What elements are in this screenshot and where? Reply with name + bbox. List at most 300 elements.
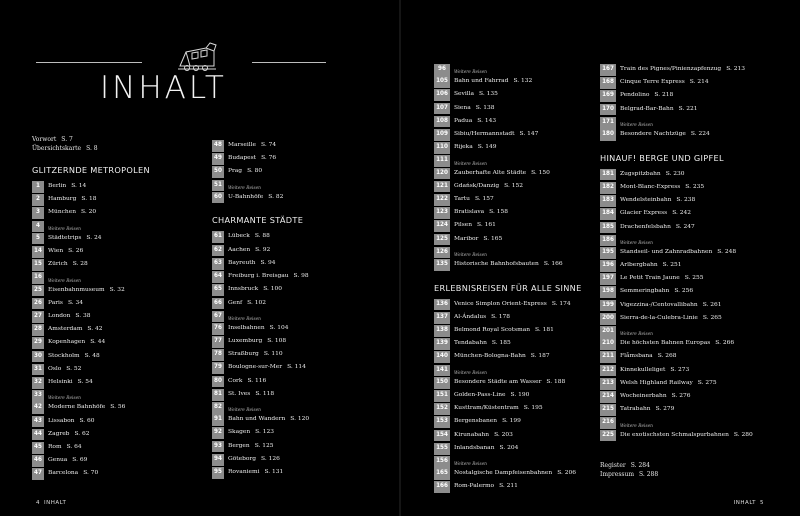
entry-number: 64 [212,271,224,283]
toc-entry[interactable] [434,325,599,337]
entry-text [450,89,498,101]
toc-entry[interactable] [600,313,790,325]
entry-page: S. 165 [483,235,503,242]
entry-text [450,194,494,206]
entry-title: Welsh Highland Railway [620,379,693,386]
toc-entry[interactable] [212,441,392,453]
entry-text [616,235,736,259]
toc-entry[interactable] [600,404,790,416]
entry-tag: Weitere Reisen [48,396,81,402]
entry-text [616,404,674,416]
entry-number-badge [600,300,616,312]
entry-title: Bahn und Fahrrad [454,78,509,85]
toc-entry[interactable] [32,144,202,153]
entry-number-badge [212,441,224,453]
entry-page: S. 185 [491,340,511,347]
toc-entry[interactable] [434,116,599,128]
toc-entry[interactable] [434,481,599,493]
toc-entry[interactable] [32,455,202,467]
entry-label [228,349,283,361]
toc-entry[interactable] [600,235,790,259]
entry-number: 182 [600,182,616,194]
toc-entry[interactable] [32,390,202,414]
entry-page: S. 247 [675,223,695,230]
entry-label [454,181,523,193]
entry-number: 96 [434,64,450,76]
entry-label [228,166,262,178]
toc-entry[interactable] [434,234,599,246]
entry-text [44,298,83,310]
entry-page: S. 149 [477,144,497,151]
toc-entry[interactable] [32,221,202,245]
entry-text [224,245,270,257]
entry-text [44,272,125,296]
toc-entry[interactable] [32,246,202,258]
entry-page: S. 126 [261,455,280,462]
entry-title: Bergensbanen [454,418,498,425]
entry-page: S. 187 [530,353,550,360]
toc-entry[interactable] [600,351,790,363]
entry-number-badge [32,311,44,323]
toc-entry[interactable] [32,207,202,219]
entry-label [454,325,554,337]
entry-text [616,169,685,181]
entry-number-badge [434,351,450,363]
toc-entry[interactable] [600,90,790,102]
toc-entry[interactable] [32,259,202,271]
entry-page: S. 116 [247,377,267,384]
entry-page: S. 218 [654,92,674,99]
toc-entry[interactable] [32,429,202,441]
entry-number-badge [600,222,616,234]
entry-number: 122 [434,194,450,206]
toc-entry[interactable] [600,260,790,272]
entry-label [620,260,682,272]
entry-page: S. 14 [71,183,87,189]
entry-text [44,181,86,193]
entry-title: Padua [454,117,473,124]
entry-label [48,298,83,310]
entry-number-badge [32,324,44,336]
toc-entry[interactable] [600,182,790,194]
toc-entry[interactable] [212,284,392,296]
entry-page: S. 76 [261,155,277,162]
entry-text [224,402,309,426]
entry-number-badge [434,325,450,337]
entry-page: S. 24 [86,234,102,241]
entry-label [620,208,691,220]
entry-number: 121 [434,181,450,193]
entry-number-badge [32,337,44,349]
entry-number: 29 [32,337,44,349]
entry-page: S. 213 [726,66,746,72]
entry-text [224,349,283,361]
toc-entry[interactable] [600,461,790,470]
entry-text [44,468,98,480]
toc-entry[interactable] [434,142,599,154]
entry-number-badge [600,169,616,181]
entry-number-badge [212,153,224,165]
entry-page: S. 276 [671,393,691,400]
toc-entry[interactable] [434,456,599,480]
entry-number-badge [434,207,450,219]
entry-title: Wendelsteinbahn [620,197,672,204]
entry-number: 198 [600,286,616,298]
entry-label [48,429,90,441]
toc-entry[interactable] [212,153,392,165]
entry-label [228,376,266,388]
toc-entry[interactable] [212,362,392,374]
entry-label [228,298,266,310]
toc-entry[interactable] [434,103,599,115]
entry-number-badge [212,140,224,152]
toc-entry[interactable] [600,117,790,141]
toc-entry[interactable] [434,338,599,350]
entry-number-badge [32,298,44,310]
toc-entry[interactable] [434,181,599,193]
entry-title: Budapest [228,155,257,162]
entry-title: Lissabon [48,417,75,424]
toc-entry[interactable] [32,364,202,376]
entry-number: 154 [434,430,450,442]
toc-entry[interactable] [212,271,392,283]
entry-number: 51 [212,180,224,192]
entry-page: S. 178 [491,313,510,320]
toc-column-3 [434,64,599,495]
toc-entry[interactable] [434,155,599,179]
entry-text [616,64,745,76]
toc-entry[interactable] [212,258,392,270]
entry-page: S. 268 [657,353,677,360]
entry-label [620,182,704,194]
toc-entry[interactable] [600,104,790,116]
entry-number-badge [600,378,616,390]
entry-page: S. 188 [546,378,566,385]
entry-title: Belgrad-Bar-Bahn [620,105,674,112]
entry-number: 67 [212,311,224,323]
entry-label [48,324,102,336]
entry-number-badge [32,442,44,454]
entry-text [616,260,682,272]
toc-column-4 [600,64,790,479]
entry-text [224,389,274,401]
toc-entry[interactable] [600,417,790,441]
section-heading: CHARMANTE STÄDTE [212,215,304,226]
entry-text [224,153,276,165]
entry-number-badge [600,313,616,325]
toc-entry[interactable] [600,300,790,312]
entry-title: Wocheinerbahn [620,393,667,400]
entry-title: Prag [228,168,243,175]
entry-number: 16 [32,272,44,284]
toc-entry[interactable] [600,169,790,181]
entry-text [616,77,709,89]
toc-entry[interactable] [600,391,790,403]
entry-title: Die exotischsten Schmalspurbahnen [620,431,729,438]
toc-entry[interactable] [600,470,790,479]
toc-entry[interactable] [212,427,392,439]
entry-number: 152 [434,403,450,415]
toc-entry[interactable] [212,298,392,310]
entry-page: S. 64 [66,443,82,450]
entry-page: S. 102 [247,299,266,306]
folio-left [32,500,66,506]
entry-number: 79 [212,362,224,374]
entry-title: Hamburg [48,196,77,203]
toc-entry[interactable] [600,326,790,350]
entry-tag: Weitere Reisen [620,423,653,429]
entry-title: Cinque Terre Express [620,79,685,86]
entry-number: 48 [212,140,224,152]
entry-title: Sibiu/Hermannstadt [454,130,515,137]
entry-number: 138 [434,325,450,337]
entry-text [450,181,523,193]
entry-tag: Weitere Reisen [48,226,81,232]
toc-entry[interactable] [32,311,202,323]
entry-label [228,441,274,453]
entry-number: 199 [600,300,616,312]
entry-title: Kusttram/Küstentram [454,405,519,412]
entry-number: 43 [32,416,44,428]
entry-title: Aachen [228,246,251,253]
entry-number: 151 [434,390,450,402]
entry-text [616,326,734,350]
toc-entry[interactable] [600,378,790,390]
entry-label [620,90,673,102]
toc-entry[interactable] [32,181,202,193]
entry-label [620,77,709,89]
toc-entry[interactable] [32,194,202,206]
entry-title: Gdańsk/Danzig [454,182,500,189]
entry-title: Genf [228,299,243,306]
entry-text [224,427,274,439]
toc-entry[interactable] [434,220,599,232]
entry-number: 76 [212,323,224,335]
entry-text [450,430,513,442]
entry-page: S. 132 [513,78,533,85]
entry-page: S. 56 [110,404,126,411]
entry-number-badge [212,166,224,178]
entry-text [616,391,690,403]
entry-number: 42 [32,402,44,414]
entry-title: St. Ives [228,390,251,397]
toc-entry[interactable] [212,402,392,426]
toc-entry[interactable] [32,272,202,296]
entry-text [450,234,502,246]
entry-text [44,194,96,206]
entry-title: Lübeck [228,233,250,240]
entry-number: 91 [212,414,224,426]
entry-number-badge [434,312,450,324]
entry-number: 215 [600,404,616,416]
entry-page: S. 166 [543,260,563,267]
entry-page: S. 256 [674,288,694,295]
toc-entry[interactable] [600,286,790,298]
entry-title: Tatrabahn [620,406,651,413]
spacer [600,443,790,461]
toc-entry[interactable] [212,311,392,335]
page-number: 4 [36,500,40,506]
toc-entry[interactable] [32,135,202,144]
entry-number-badge [212,427,224,439]
toc-entry[interactable] [434,351,599,363]
entry-title: Kopenhagen [48,339,86,346]
entry-number-badge [212,389,224,401]
entry-label [454,220,496,232]
toc-entry[interactable] [32,337,202,349]
entry-page: S. 157 [474,195,494,202]
entry-title: Impressum [600,470,635,478]
toc-entry[interactable] [434,443,599,455]
entry-number-badge [212,180,224,204]
entry-number-badge [434,390,450,402]
toc-entry[interactable] [434,299,599,311]
entry-title: Kirunabahn [454,431,490,438]
entry-title: Bayreuth [228,259,256,266]
entry-number-badge [32,272,44,296]
entry-text [450,155,550,179]
entry-label [620,247,736,259]
entry-label [620,169,685,181]
entry-number: 62 [212,245,224,257]
entry-tag: Weitere Reisen [620,122,653,128]
entry-page: S. 230 [665,170,685,177]
toc-entry[interactable] [600,273,790,285]
entry-label [620,64,745,76]
entry-number-badge [32,207,44,219]
entry-number: 201 [600,326,616,338]
toc-entry[interactable] [434,430,599,442]
toc-entry[interactable] [600,208,790,220]
header-rule-left [36,62,142,63]
entry-title: Drachenfelsbahn [620,223,671,230]
toc-entry[interactable] [32,377,202,389]
entry-number: 213 [600,378,616,390]
toc-entry[interactable] [600,195,790,207]
toc-entry[interactable] [434,365,599,389]
entry-title: Sevilla [454,91,475,98]
entry-number-badge [32,194,44,206]
entry-text [44,337,105,349]
entry-number-badge [32,259,44,271]
entry-page: S. 204 [499,444,519,451]
toc-entry[interactable] [600,222,790,234]
entry-label [48,233,101,245]
entry-page: S. 92 [255,246,271,253]
toc-entry[interactable] [434,247,599,271]
entry-text [450,338,511,350]
toc-entry[interactable] [32,442,202,454]
entry-number-badge [212,271,224,283]
toc-entry[interactable] [212,336,392,348]
entry-text [44,442,82,454]
toc-entry[interactable] [32,416,202,428]
entry-text [616,365,689,377]
entry-text [450,64,532,88]
entry-number: 165 [434,468,450,480]
entry-number: 211 [600,351,616,363]
toc-entry[interactable] [434,207,599,219]
entry-number-badge [212,231,224,243]
toc-entry[interactable] [212,454,392,466]
section-heading: GLITZERNDE METROPOLEN [32,165,150,175]
toc-entry[interactable] [434,64,599,88]
entry-page: S. 60 [79,417,95,424]
entry-number: 82 [212,402,224,414]
toc-entry[interactable] [600,64,790,76]
toc-entry[interactable] [212,245,392,257]
entry-label [228,258,276,270]
toc-entry[interactable] [434,194,599,206]
entry-label [48,207,96,219]
entry-label [454,416,521,428]
toc-entry[interactable] [212,166,392,178]
toc-entry[interactable] [600,365,790,377]
toc-entry[interactable] [32,324,202,336]
toc-entry[interactable] [600,77,790,89]
toc-entry[interactable] [212,349,392,361]
entry-number: 111 [434,155,450,167]
entry-title: Venice Simplon Orient-Express [454,300,547,307]
entry-number: 156 [434,456,450,468]
toc-entry[interactable] [434,129,599,141]
toc-entry[interactable] [212,180,392,204]
entry-text [616,104,697,116]
entry-text [450,103,495,115]
entry-page: S. 174 [551,300,571,307]
toc-entry[interactable] [434,416,599,428]
entry-number-badge [32,181,44,193]
entry-page: S. 206 [557,470,577,477]
entry-number: 140 [434,351,450,363]
entry-text [224,258,276,270]
entry-text [224,231,270,243]
entry-text [616,378,717,390]
entry-number-badge [32,351,44,363]
toc-entry[interactable] [32,351,202,363]
entry-number: 185 [600,222,616,234]
entry-label [48,455,87,467]
entry-number: 95 [212,467,224,479]
entry-text [224,467,283,479]
toc-entry[interactable] [32,298,202,310]
entry-title: Semmeringbahn [620,288,670,295]
entry-text [616,351,677,363]
toc-entry[interactable] [212,467,392,479]
toc-entry[interactable] [212,389,392,401]
entry-title: U-Bahnhöfe [228,193,264,200]
entry-number: 3 [32,207,44,219]
toc-entry[interactable] [212,231,392,243]
toc-entry[interactable] [434,403,599,415]
entry-text [616,313,722,325]
entry-number-badge [212,376,224,388]
toc-column-1 [32,135,202,482]
entry-number-badge [434,443,450,455]
toc-entry[interactable] [434,312,599,324]
entry-label [454,234,502,246]
entry-text [224,441,274,453]
toc-entry[interactable] [434,89,599,101]
toc-entry[interactable] [212,376,392,388]
toc-entry[interactable] [32,468,202,480]
entry-number: 184 [600,208,616,220]
entry-number: 168 [600,77,616,89]
toc-entry[interactable] [212,140,392,152]
entry-title: Luxemburg [228,338,263,345]
entry-number-badge [434,456,450,480]
toc-entry[interactable] [434,390,599,402]
